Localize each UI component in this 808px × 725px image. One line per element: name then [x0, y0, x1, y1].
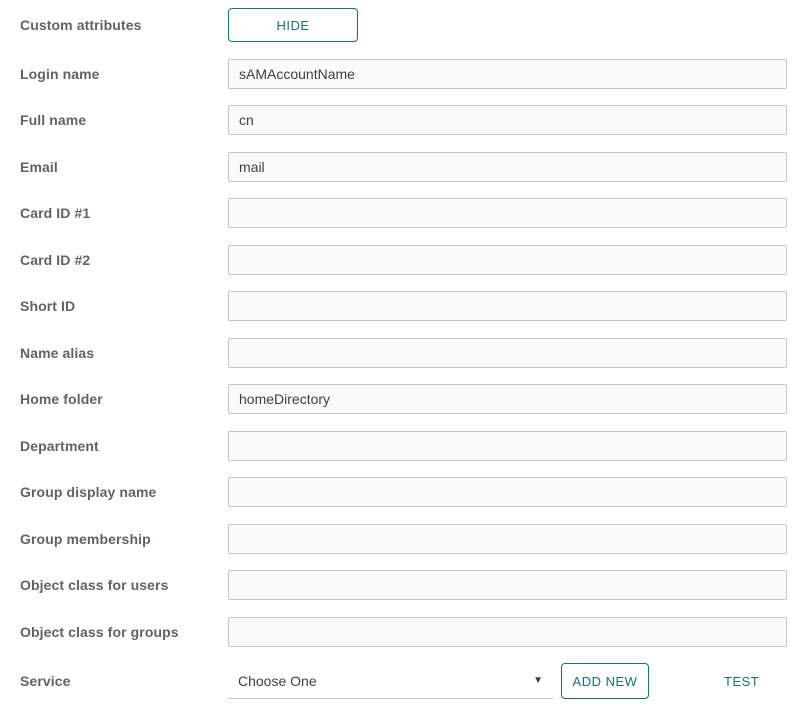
form-row-card-id-1 — [20, 198, 787, 228]
home-folder-label: Home folder — [20, 391, 103, 407]
email-label: Email — [20, 158, 58, 175]
form-row-group-membership — [20, 524, 787, 554]
short-id-input[interactable] — [228, 291, 787, 321]
form-row-group-display-name — [20, 477, 787, 507]
form-row-department — [20, 431, 787, 461]
group-membership-input[interactable] — [228, 524, 787, 554]
card-id-1-input[interactable] — [228, 198, 787, 228]
form-row-custom-attributes — [20, 8, 787, 42]
home-folder-input[interactable] — [228, 384, 787, 414]
department-label: Department — [20, 437, 99, 454]
form-row-login-name — [20, 59, 787, 89]
form-row-object-class-users — [20, 570, 787, 600]
group-membership-label: Group membership — [20, 530, 151, 547]
form-row-short-id — [20, 291, 787, 321]
name-alias-label: Name alias — [20, 344, 95, 361]
form-row-name-alias — [20, 338, 787, 368]
login-name-input[interactable] — [228, 59, 787, 89]
object-class-groups-input[interactable] — [228, 617, 787, 647]
form-row-email — [20, 152, 787, 182]
object-class-users-input[interactable] — [228, 570, 787, 600]
custom-attributes-label: Custom attributes — [20, 17, 142, 33]
full-name-label: Full name — [20, 112, 87, 128]
group-display-name-input[interactable] — [228, 477, 787, 507]
form-row-full-name — [20, 105, 787, 135]
form-row-home-folder — [20, 384, 787, 414]
short-id-label: Short ID — [20, 298, 76, 314]
object-class-users-label: Object class for users — [20, 577, 169, 593]
email-input[interactable] — [228, 152, 787, 182]
card-id-2-input[interactable] — [228, 245, 787, 275]
form-row-service — [20, 663, 787, 699]
chevron-down-icon: ▼ — [533, 674, 543, 686]
service-select[interactable] — [228, 663, 553, 699]
login-name-label: Login name — [20, 65, 100, 82]
form-row-object-class-groups — [20, 617, 787, 647]
name-alias-input[interactable] — [228, 338, 787, 368]
test-button[interactable]: TEST — [724, 673, 760, 689]
full-name-input[interactable] — [228, 105, 787, 135]
service-select-value: Choose One — [238, 672, 317, 689]
card-id-1-label: Card ID #1 — [20, 205, 91, 221]
department-input[interactable] — [228, 431, 787, 461]
card-id-2-label: Card ID #2 — [20, 251, 91, 268]
object-class-groups-label: Object class for groups — [20, 623, 179, 640]
group-display-name-label: Group display name — [20, 484, 157, 500]
form-row-card-id-2 — [20, 245, 787, 275]
add-new-button[interactable]: ADD NEW — [561, 663, 649, 699]
hide-button[interactable]: HIDE — [228, 8, 358, 42]
service-label: Service — [20, 673, 71, 689]
